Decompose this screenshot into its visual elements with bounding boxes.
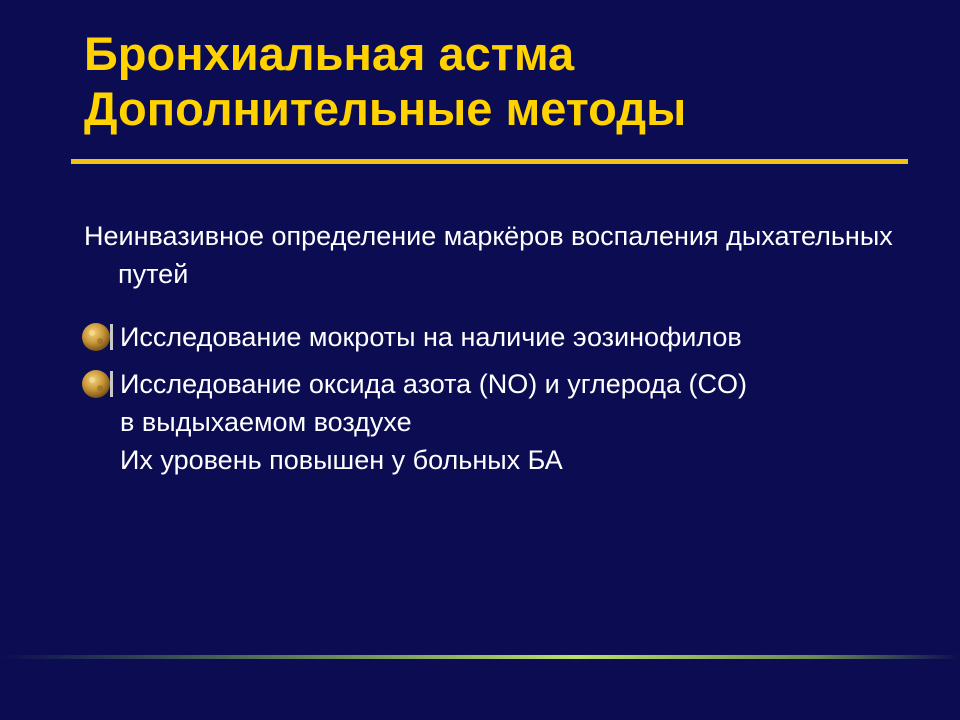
bullet-item-no-co — [84, 365, 747, 479]
slide-title — [84, 26, 686, 136]
footer-divider — [0, 655, 960, 659]
title-underline — [71, 159, 908, 164]
bullet-item-sputum — [84, 318, 742, 356]
bullet-text-line1: Исследование мокроты на наличие эозинофилов — [120, 322, 742, 352]
title-line-1: Бронхиальная астма — [84, 27, 575, 80]
gold-coin-icon — [80, 367, 114, 401]
slide-body — [84, 217, 898, 475]
title-line-2: Дополнительные методы — [84, 82, 687, 135]
bullet-text-line1: Исследование оксида азота (NO) и углерода (CO) — [120, 369, 747, 399]
bullet-text-line3: Их уровень повышен у больных БА — [120, 445, 563, 475]
intro-paragraph: Неинвазивное определение маркёров воспаления дыхательных путей — [84, 221, 893, 289]
bullet-text-line2: в выдыхаемом воздухе — [120, 407, 412, 437]
gold-coin-icon — [80, 320, 114, 354]
